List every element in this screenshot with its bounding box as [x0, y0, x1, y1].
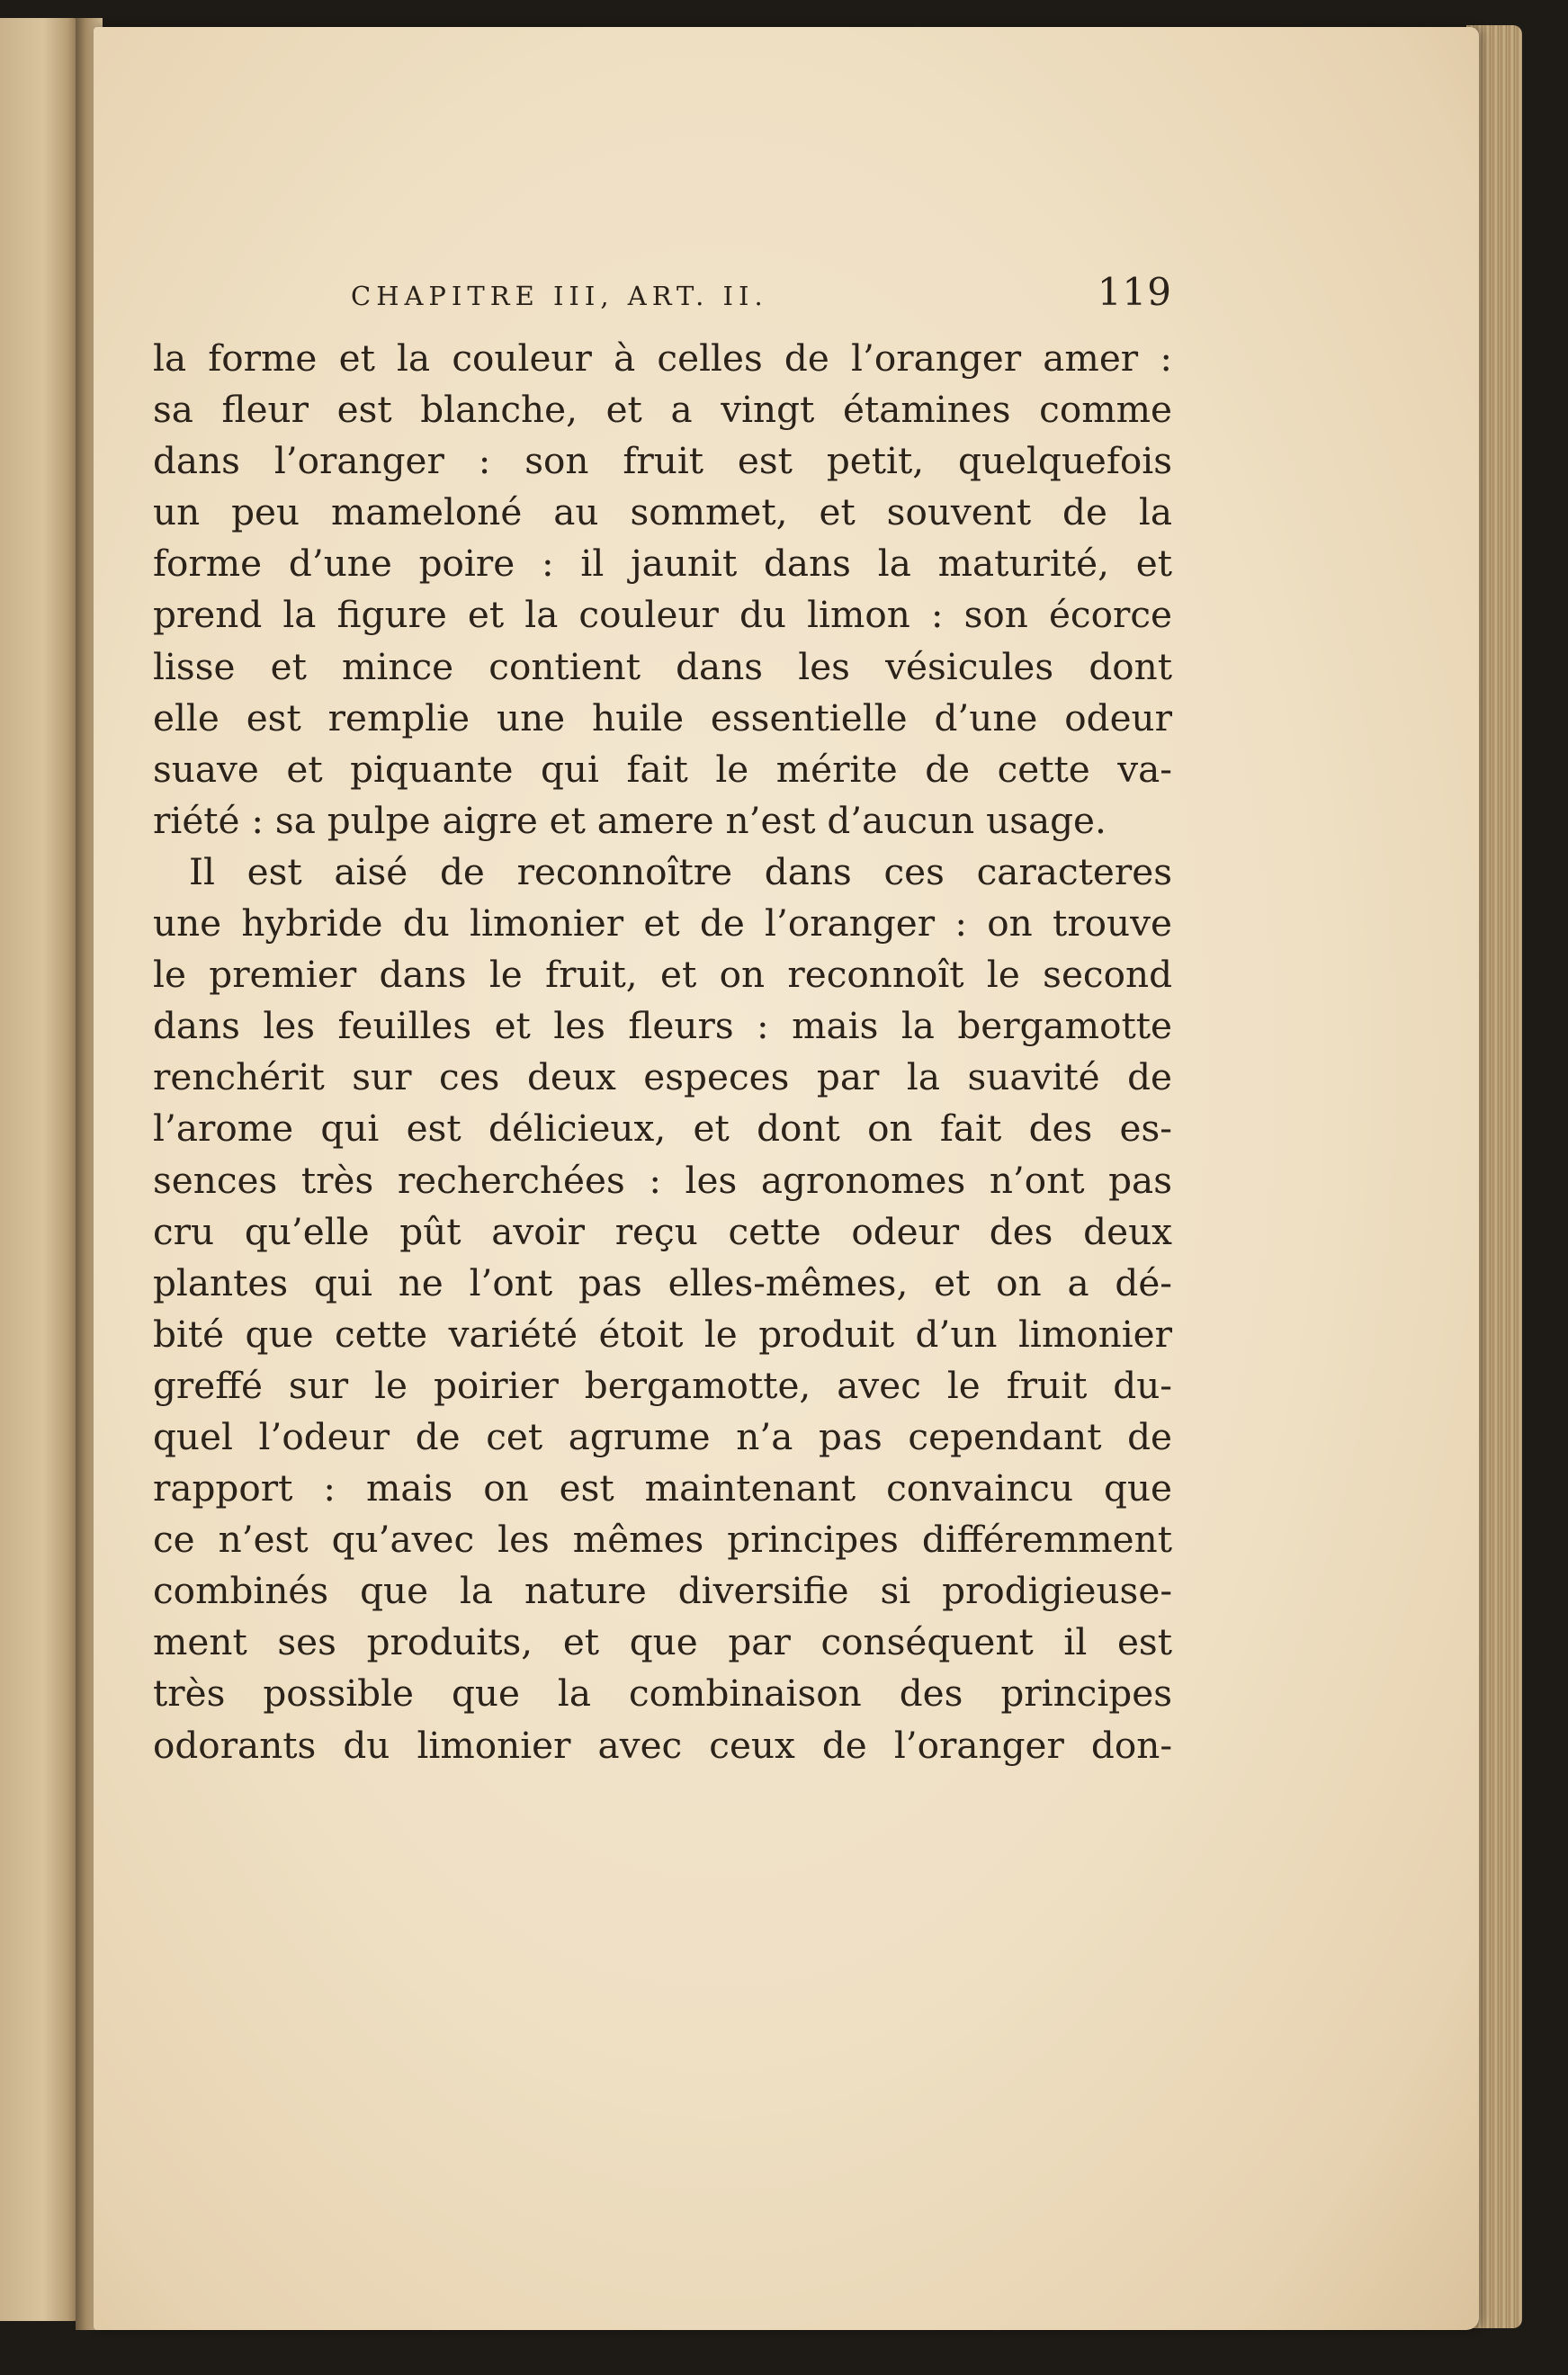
text-line: sences très recherchées : les agronomes n’ont pas	[153, 1158, 1172, 1202]
text-line: suave et piquante qui fait le mérite de cette va-	[153, 747, 1172, 791]
text-line: l’arome qui est délicieux, et dont on fait des es-	[153, 1107, 1172, 1151]
text-line: ce n’est qu’avec les mêmes principes différemment	[153, 1518, 1172, 1562]
paragraph-1	[153, 333, 1172, 847]
running-head	[153, 270, 1172, 333]
text-line: dans l’oranger : son fruit est petit, quelquefois	[153, 439, 1172, 483]
text-line: cru qu’elle pût avoir reçu cette odeur des deux	[153, 1209, 1172, 1253]
text-line: greffé sur le poirier bergamotte, avec le fruit du-	[153, 1363, 1172, 1407]
text-line: dans les feuilles et les fleurs : mais la bergamotte	[153, 1004, 1172, 1048]
text-line: elle est remplie une huile essentielle d’une odeur	[153, 695, 1172, 739]
text-line: forme d’une poire : il jaunit dans la maturité, et	[153, 542, 1172, 586]
text-line: prend la figure et la couleur du limon : son écorce	[153, 593, 1172, 637]
text-line: lisse et mince contient dans les vésicules dont	[153, 644, 1172, 688]
facing-page-edge	[0, 18, 79, 2321]
text-line: plantes qui ne l’ont pas elles-mêmes, et on a dé-	[153, 1260, 1172, 1304]
text-line: renchérit sur ces deux especes par la suavité de	[153, 1055, 1172, 1099]
text-line: Il est aisé de reconnoître dans ces caracteres	[189, 849, 1172, 893]
text-line: riété : sa pulpe aigre et amere n’est d’aucun usage.	[153, 798, 1107, 842]
text-line: odorants du limonier avec ceux de l’oranger don-	[153, 1723, 1172, 1767]
text-line: quel l’odeur de cet agrume n’a pas cependant de	[153, 1414, 1172, 1458]
page-number: 119	[1097, 270, 1172, 314]
text-line: ment ses produits, et que par conséquent il est	[153, 1620, 1172, 1664]
text-line: rapport : mais on est maintenant convaincu que	[153, 1466, 1172, 1510]
text-line: un peu mameloné au sommet, et souvent de la	[153, 490, 1172, 534]
text-line: combinés que la nature diversifie si prodigieuse-	[153, 1569, 1172, 1613]
text-line: sa fleur est blanche, et a vingt étamines comme	[153, 388, 1172, 432]
paragraph-2	[153, 847, 1172, 1771]
text-line: bité que cette variété étoit le produit d’un limonier	[153, 1312, 1172, 1356]
text-block	[153, 270, 1172, 1771]
text-line: la forme et la couleur à celles de l’oranger amer :	[153, 336, 1172, 380]
running-head-title: CHAPITRE III, ART. II.	[351, 281, 768, 311]
text-line: le premier dans le fruit, et on reconnoît le second	[153, 953, 1172, 997]
text-line: une hybride du limonier et de l’oranger : on trouve	[153, 901, 1172, 946]
text-line: très possible que la combinaison des principes	[153, 1671, 1172, 1716]
